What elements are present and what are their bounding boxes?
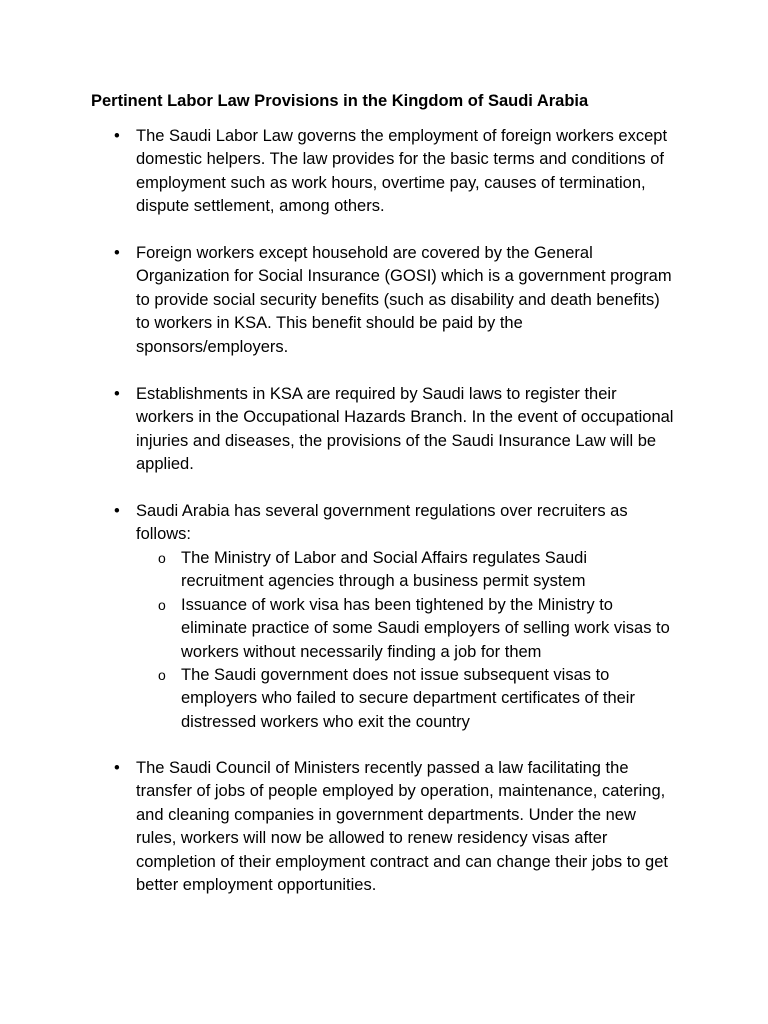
list-item-text: Foreign workers except household are covered by the General Organization for Social Insurance (GOSI) which is a government program to provide social security benefits (such as disability and death benefits) to workers in KSA. This benefit should be paid by the sponsors/employers. [136, 244, 672, 356]
bullet-marker: • [114, 759, 120, 777]
list-item-text: Establishments in KSA are required by Saudi laws to register their workers in the Occupational Hazards Branch. In the event of occupational injuries and diseases, the provisions of the Saudi Insurance Law will be applied. [136, 385, 674, 474]
sub-list-item-text: The Ministry of Labor and Social Affairs regulates Saudi recruitment agencies through a business permit system [181, 549, 587, 591]
list-item-text: Saudi Arabia has several government regulations over recruiters as follows: [136, 502, 628, 544]
bullet-marker: • [114, 502, 120, 520]
page-title: Pertinent Labor Law Provisions in the Kingdom of Saudi Arabia [91, 92, 589, 110]
bullet-marker: • [114, 127, 120, 145]
sub-list-item-text: The Saudi government does not issue subsequent visas to employers who failed to secure department certificates of their distressed workers who exit the country [181, 666, 635, 731]
sub-bullet-marker: o [158, 550, 166, 566]
bullet-marker: • [114, 244, 120, 262]
sub-bullet-marker: o [158, 597, 166, 613]
sub-list-item-text: Issuance of work visa has been tightened by the Ministry to eliminate practice of some Saudi employers of selling work visas to workers without necessarily finding a job for them [181, 596, 670, 661]
list-item-text: The Saudi Council of Ministers recently passed a law facilitating the transfer of jobs of people employed by operation, maintenance, catering, and cleaning companies in government departments. Under the new rules, workers will now be allowed to renew residency visas after completion of their employment contract and can change their jobs to get better employment opportunities. [136, 759, 668, 895]
bullet-marker: • [114, 385, 120, 403]
sub-bullet-marker: o [158, 667, 166, 683]
list-item-text: The Saudi Labor Law governs the employment of foreign workers except domestic helpers. The law provides for the basic terms and conditions of employment such as work hours, overtime pay, causes of termination, dispute settlement, among others. [136, 127, 668, 216]
